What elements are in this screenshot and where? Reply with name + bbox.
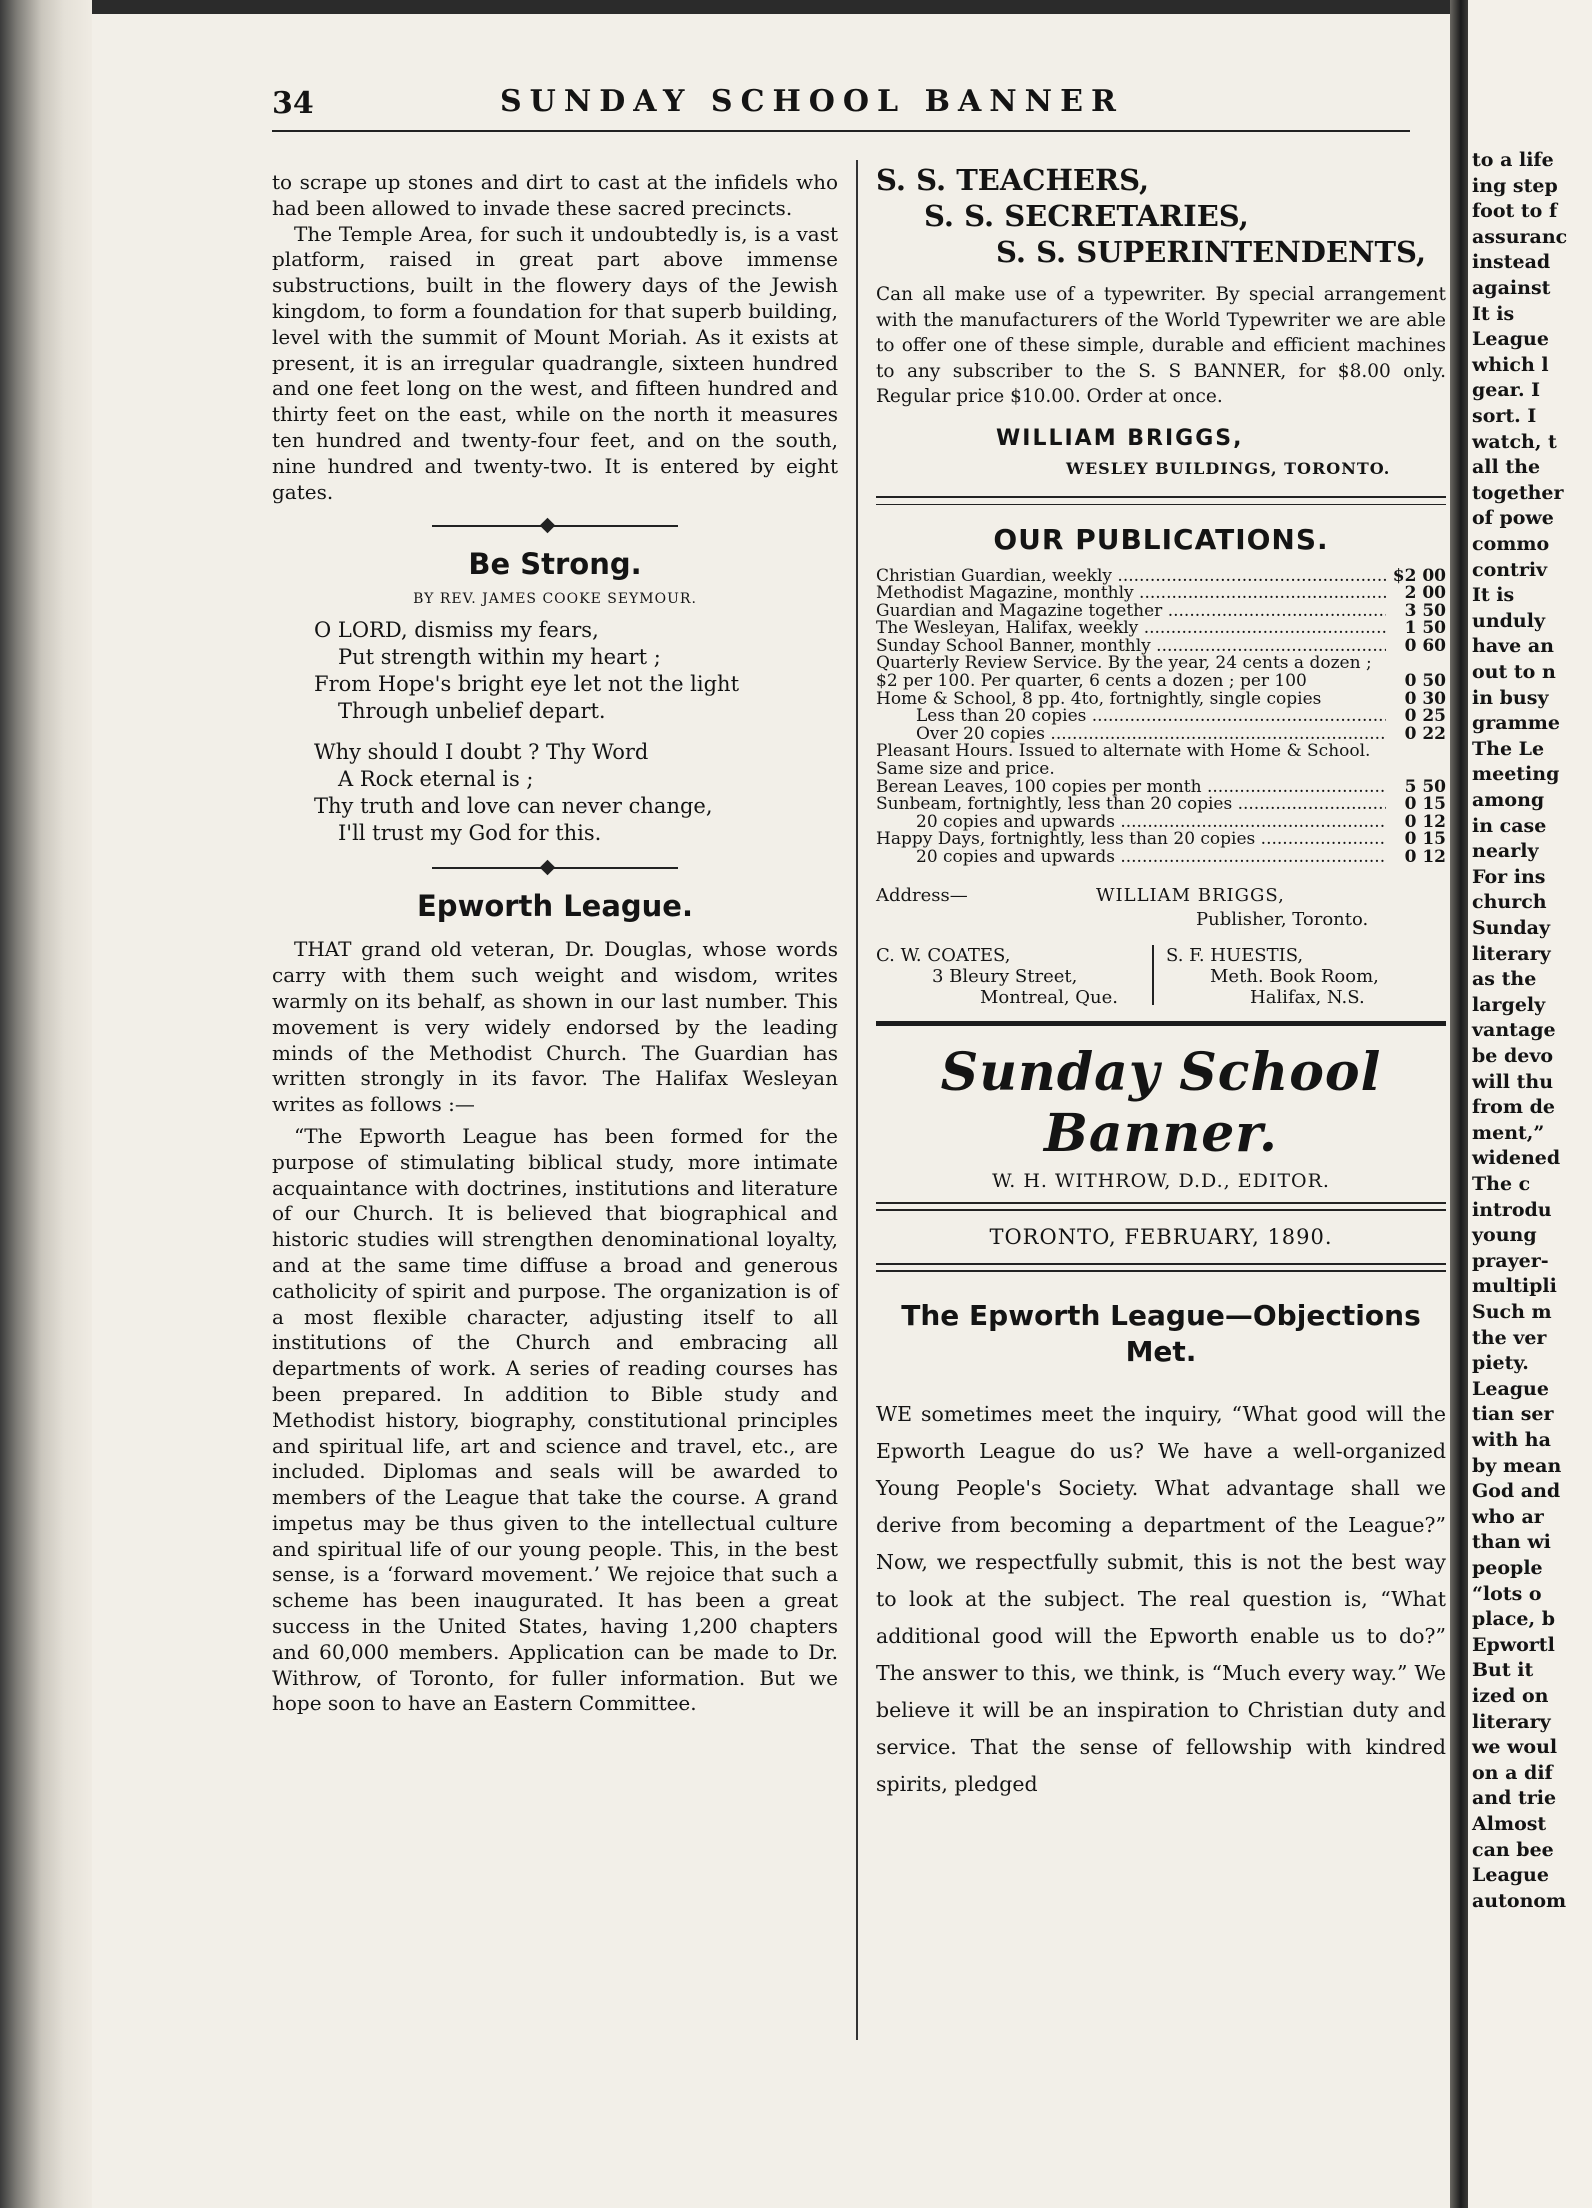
article-title: Epworth League. xyxy=(417,889,693,924)
next-page-line: and trie xyxy=(1472,1787,1557,1810)
ad-heading-line: S. S. SECRETARIES, xyxy=(924,199,1249,233)
publisher-place: Publisher, Toronto. xyxy=(1196,908,1369,930)
poem-line: A Rock eternal is ; xyxy=(338,767,534,792)
next-page-line: in busy xyxy=(1472,686,1549,709)
ad-address: WESLEY BUILDINGS, TORONTO. xyxy=(1066,458,1391,478)
poem-line: From Hope's bright eye let not the light xyxy=(314,672,740,697)
typewriter-ad xyxy=(876,162,1446,478)
next-page-line: For ins xyxy=(1472,865,1546,888)
next-page-line: of powe xyxy=(1472,507,1554,530)
next-page-edge xyxy=(1468,0,1592,2208)
next-page-line: people xyxy=(1472,1557,1543,1579)
agent-montreal: C. W. COATES, 3 Bleury Street, Montreal, Que. xyxy=(876,944,1119,1008)
ad-heading-line: S. S. SUPERINTENDENTS, xyxy=(996,235,1427,269)
next-page-line: to a life xyxy=(1472,149,1554,171)
list-item: Sunbeam, fortnightly, less than 20 copies ..... 0 15 xyxy=(876,796,1446,814)
next-page-line: foot to f xyxy=(1472,200,1558,223)
next-page-line: ized on xyxy=(1472,1685,1549,1707)
next-page-line: from de xyxy=(1472,1096,1555,1119)
next-page-line: Such m xyxy=(1472,1301,1552,1323)
next-page-line: as the xyxy=(1472,968,1537,991)
ad-heading-line: S. S. TEACHERS, xyxy=(876,163,1150,197)
editorial-title: The Epworth League—Objections Met. xyxy=(901,1298,1421,1368)
publisher-address xyxy=(876,885,1446,933)
ornamental-rule xyxy=(432,861,678,875)
poem-title: Be Strong. xyxy=(468,547,642,582)
poem-line: Through unbelief depart. xyxy=(338,699,606,724)
next-page-line: place, b xyxy=(1472,1608,1555,1631)
next-page-line: ment,” xyxy=(1472,1121,1545,1144)
next-page-line: commo xyxy=(1472,533,1550,555)
next-page-line: piety. xyxy=(1472,1352,1529,1375)
publications-list xyxy=(876,565,1446,867)
next-page-line: contriv xyxy=(1472,558,1548,581)
next-page-line: out to n xyxy=(1472,661,1556,683)
masthead-title: Sunday School Banner. xyxy=(940,1041,1382,1164)
next-page-line: on a dif xyxy=(1472,1761,1553,1784)
masthead-rule xyxy=(876,1263,1446,1272)
poem-line: I'll trust my God for this. xyxy=(338,821,602,846)
next-page-line: gear. I xyxy=(1472,379,1541,402)
left-column xyxy=(272,170,838,1717)
next-page-line: unduly xyxy=(1472,609,1545,632)
next-page-line: be devo xyxy=(1472,1045,1554,1067)
next-page-line: in case xyxy=(1472,814,1547,837)
masthead-rule xyxy=(876,1202,1446,1211)
next-page-line: introdu xyxy=(1472,1198,1552,1221)
next-page-line: can bee xyxy=(1472,1838,1554,1861)
ornamental-rule xyxy=(432,519,678,533)
agents xyxy=(876,937,1446,1011)
next-page-line: autonom xyxy=(1472,1889,1567,1912)
list-item: Berean Leaves, 100 copies per month ..... 5 50 xyxy=(876,779,1446,797)
next-page-line: vantage xyxy=(1472,1019,1556,1042)
list-item: Christian Guardian, weekly ..... $2 00 xyxy=(876,568,1446,586)
next-page-line: It is xyxy=(1472,584,1515,607)
right-column xyxy=(876,162,1446,1803)
next-page-line: Epwortl xyxy=(1472,1633,1555,1656)
intro-paragraph-1: to scrape up stones and dirt to cast at the infidels who had been allowed to invade these sacred precincts. xyxy=(272,170,838,220)
ad-name: WILLIAM BRIGGS, xyxy=(996,425,1244,451)
next-page-line: who ar xyxy=(1472,1505,1544,1528)
next-page-line: against xyxy=(1472,277,1551,299)
next-page-line: Almost xyxy=(1472,1813,1547,1835)
section-rule xyxy=(876,1021,1446,1026)
next-page-line: widened xyxy=(1472,1147,1561,1170)
poem-byline: BY REV. JAMES COOKE SEYMOUR. xyxy=(413,591,697,608)
list-item: Quarterly Review Service. By the year, 24 cents a dozen ; $2 per 100. Per quarter, 6 cents a dozen ; per 100 0 50 xyxy=(876,655,1446,692)
next-page-line: with ha xyxy=(1472,1429,1551,1451)
list-item: The Wesleyan, Halifax, weekly ..... 1 50 xyxy=(876,620,1446,638)
publications-title: OUR PUBLICATIONS. xyxy=(993,522,1329,556)
editor-line: W. H. WITHROW, D.D., EDITOR. xyxy=(992,1169,1330,1192)
list-item: 20 copies and upwards ..... 0 12 xyxy=(876,814,1446,832)
next-page-line: all the xyxy=(1472,456,1541,479)
next-page-line: But it xyxy=(1472,1659,1534,1682)
running-title: SUNDAY SCHOOL BANNER xyxy=(500,84,1124,119)
list-item: Less than 20 copies ..... 0 25 xyxy=(876,708,1446,726)
next-page-line: watch, t xyxy=(1472,430,1557,453)
poem-line: Put strength within my heart ; xyxy=(338,645,661,670)
list-item: Methodist Magazine, monthly ..... 2 00 xyxy=(876,585,1446,603)
header-rule xyxy=(272,130,1410,132)
list-item: 20 copies and upwards ..... 0 12 xyxy=(876,849,1446,867)
next-page-line: literary xyxy=(1472,942,1551,965)
next-page-line: among xyxy=(1472,789,1545,811)
next-page-line: which l xyxy=(1472,353,1549,376)
next-page-line: church xyxy=(1472,891,1547,914)
next-page-line: together xyxy=(1472,481,1564,504)
intro-paragraph-2: The Temple Area, for such it undoubtedly is, is a vast platform, raised in great part above immense substructions, built in the flowery days of the Jewish kingdom, to form a foundation for that superb building, level with the summit of Mount Moriah. As it exists at present, it is an irregular quadrangle, sixteen hundred and one feet long on the west, and fifteen hundred and thirty feet on the east, while on the north it measures ten hundred and twenty-four feet, and on the south, nine hundred and twenty-two. It is entered by eight gates. xyxy=(272,221,838,504)
list-item: Pleasant Hours. Issued to alternate with Home & School. Same size and price. xyxy=(876,743,1371,779)
next-page-line: literary xyxy=(1472,1710,1551,1733)
next-page-line: prayer- xyxy=(1472,1249,1549,1272)
list-item: Home & School, 8 pp. 4to, fortnightly, single copies 0 30 xyxy=(876,688,1446,709)
next-page-line: the ver xyxy=(1472,1326,1547,1349)
next-page-line: The Le xyxy=(1472,737,1545,760)
article-paragraph-2: “The Epworth League has been formed for the purpose of stimulating biblical study, more intimate acquaintance with doctrines, institutions and literature of our Church. It is believed that biographical and historic studies will strengthen denominational loyalty, and at the same time diffuse a broad and generous catholicity of spirit and purpose. The organization is of a most flexible character, adjusting itself to all institutions of the Church and embracing all departments of work. A series of reading courses has been prepared. In addition to Bible study and Methodist history, biography, constitutional principles and spiritual life, art and science and travel, etc., are included. Diplomas and seals will be awarded to members of the League that take the course. A grand impetus may be thus given to the intellectual culture and spiritual life of our young people. This, in the best sense, is a ‘forward movement.’ We rejoice that such a scheme has been inaugurated. It has been a great success in the United States, having 1,200 chapters and 60,000 members. Application can be made to Dr. Withrow, of Toronto, for fuller information. But we hope soon to have an Eastern Committee. xyxy=(272,1123,838,1716)
list-item: Over 20 copies ..... 0 22 xyxy=(876,726,1446,744)
next-page-line: we woul xyxy=(1472,1736,1558,1759)
issue-date: TORONTO, FEBRUARY, 1890. xyxy=(989,1224,1333,1249)
next-page-line: League xyxy=(1472,1864,1549,1887)
next-page-line: multipli xyxy=(1472,1275,1557,1298)
next-page-line: tian ser xyxy=(1472,1403,1554,1426)
list-item: Happy Days, fortnightly, less than 20 copies ..... 0 15 xyxy=(876,831,1446,849)
next-page-line: sort. I xyxy=(1472,405,1537,427)
next-page-line: ing step xyxy=(1472,174,1558,197)
column-rule xyxy=(856,160,858,2040)
poem-line: O LORD, dismiss my fears, xyxy=(314,618,599,643)
next-page-line: largely xyxy=(1472,993,1546,1016)
next-page-line: gramme xyxy=(1472,712,1560,735)
next-page-line: Sunday xyxy=(1472,917,1550,939)
next-page-line: God and xyxy=(1472,1480,1561,1503)
poem-line: Thy truth and love can never change, xyxy=(314,794,713,819)
next-page-line: assuranc xyxy=(1472,225,1568,248)
next-page-line: meeting xyxy=(1472,763,1560,786)
next-page-line: young xyxy=(1472,1224,1537,1247)
section-rule xyxy=(876,496,1446,505)
address-label: Address— xyxy=(876,884,968,906)
article-paragraph-1: THAT grand old veteran, Dr. Douglas, whose words carry with them such weight and wisdom, writes warmly on its behalf, as shown in our last number. This movement is very widely endorsed by the leading minds of the Methodist Church. The Guardian has written strongly in its favor. The Halifax Wesleyan writes as follows :— xyxy=(272,937,838,1117)
next-page-line: nearly xyxy=(1472,840,1539,863)
list-item: Guardian and Magazine together ..... 3 50 xyxy=(876,603,1446,621)
publisher-name: WILLIAM BRIGGS, xyxy=(1096,884,1285,906)
agent-halifax: S. F. HUESTIS, Meth. Book Room, Halifax, N.S. xyxy=(1166,944,1379,1008)
next-page-line: instead xyxy=(1472,251,1551,274)
next-page-line: It is xyxy=(1472,302,1515,325)
next-page-line: will thu xyxy=(1472,1070,1554,1093)
page-number: 34 xyxy=(272,86,314,121)
poem xyxy=(314,617,838,847)
next-page-line: League xyxy=(1472,1377,1549,1400)
next-page-line: than wi xyxy=(1472,1531,1551,1554)
next-page-line: League xyxy=(1472,328,1549,351)
editorial-text: WE sometimes meet the inquiry, “What good will the Epworth League do us? We have a well-organized Young People's Society. What advantage shall we derive from becoming a department of the League?” Now, we respectfully submit, this is not the best way to look at the subject. The real question is, “What additional good will the Epworth enable us to do?” The answer to this, we think, is “Much every way.” We believe it will be an inspiration to Christian duty and service. That the sense of fellowship with kindred spirits, pledged xyxy=(876,1401,1446,1796)
page-fold xyxy=(1450,0,1468,2208)
next-page-line: have an xyxy=(1472,635,1554,658)
list-item: Sunday School Banner, monthly ..... 0 60 xyxy=(876,638,1446,656)
next-page-line: The c xyxy=(1472,1173,1531,1195)
next-page-line: “lots o xyxy=(1472,1582,1542,1605)
poem-line: Why should I doubt ? Thy Word xyxy=(314,740,649,765)
ad-text: Can all make use of a typewriter. By special arrangement with the manufacturers of the World Typewriter we are able to offer one of these simple, durable and efficient machines to any subscriber to the S. S BANNER, for $8.00 only. Regular price $10.00. Order at once. xyxy=(876,284,1446,407)
next-page-line: by mean xyxy=(1472,1454,1562,1477)
